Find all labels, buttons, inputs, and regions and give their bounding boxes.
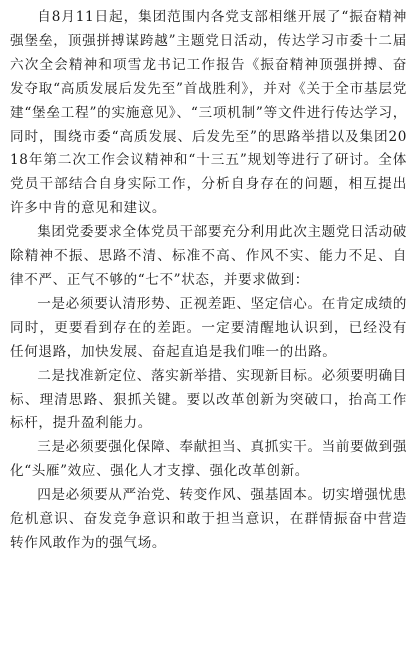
paragraph-requirements: 集团党委要求全体党员干部要充分利用此次主题党日活动破除精神不振、思路不清、标准不高、作风不实、能力不足、自律不严、正气不够的“七不”状态，并要求做到： — [10, 224, 407, 288]
paragraph-point-two: 二是找准新定位、落实新举措、实现新目标。必须要明确目标、理清思路、狠抓关键。要以改革创新为突破口，抬高工作标杆，提升盈利能力。 — [10, 367, 407, 432]
paragraph-intro: 自8月11日起，集团范围内各党支部相继开展了“振奋精神强堡垒，顶强拼搏谋跨越”主题党日活动，传达学习市委十二届六次全会精神和项雪龙书记工作报告《振奋精神顶强拼搏、奋发夺取“高质发展后发先至”首战胜利》，并对《关于全市基层党建“堡垒工程”的实施意见》、“三项机制”等文件进行传达学习，同时，围绕市委“高质发展、后发先至”的思路举措以及集团2018年第二次工作会议精神和“十三五”规划等进行了研讨。全体党员干部结合自身实际工作，分析自身存在的问题，相互提出许多中肯的意见和建议。 — [10, 9, 407, 217]
paragraph-point-four: 四是必须要从严治党、转变作风、强基固本。切实增强忧患危机意识、奋发竞争意识和敢于担当意识，在群情振奋中营造转作风敢作为的强气场。 — [10, 487, 407, 551]
paragraph-point-one: 一是必须要认清形势、正视差距、坚定信心。在肯定成绩的同时，更要看到存在的差距。一定要清醒地认识到，已经没有任何退路，加快发展、奋起直追是我们唯一的出路。 — [10, 295, 407, 360]
paragraph-point-three: 三是必须要强化保障、奉献担当、真抓实干。当前要做到强化“头雁”效应、强化人才支撑、强化改革创新。 — [10, 439, 407, 480]
